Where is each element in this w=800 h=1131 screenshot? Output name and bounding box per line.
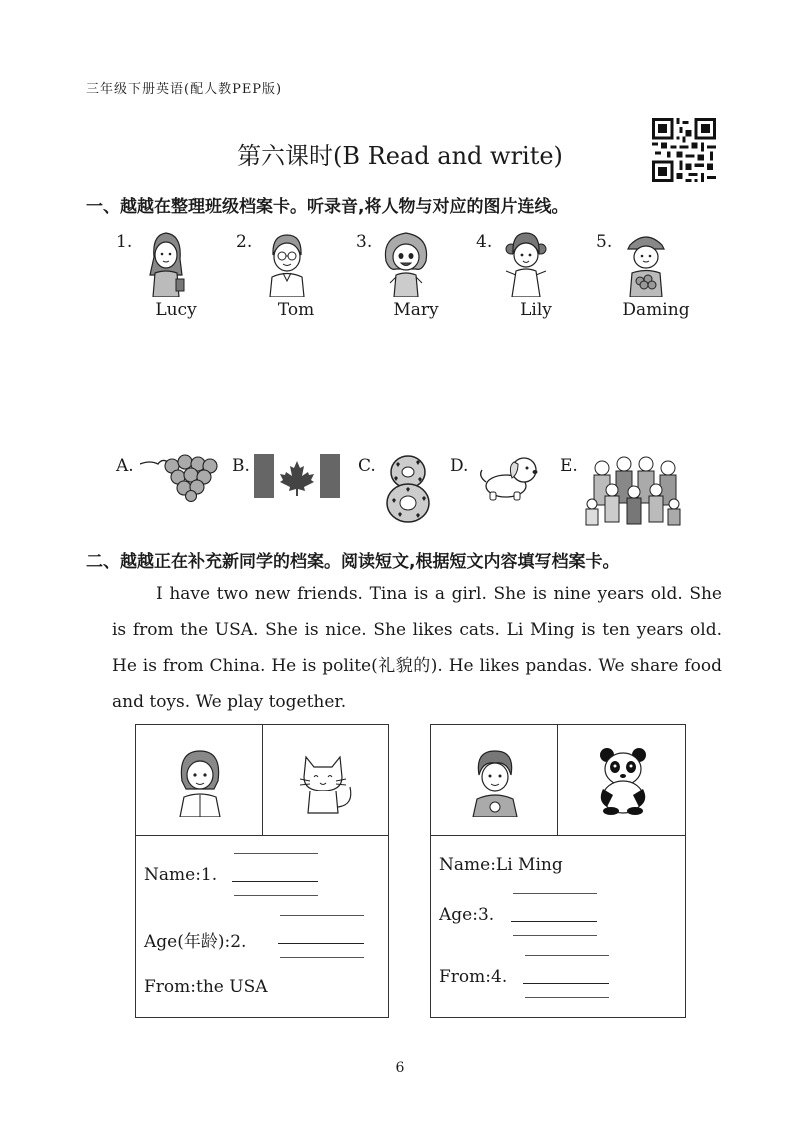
card-divider xyxy=(557,725,558,835)
person-item xyxy=(356,232,476,332)
reading-passage xyxy=(112,576,722,720)
item-number: 2. xyxy=(236,232,253,252)
item-letter: E. xyxy=(560,456,578,476)
item-number: 1. xyxy=(116,232,133,252)
panda-icon xyxy=(591,745,655,815)
girl-lucy-icon xyxy=(136,227,196,297)
guide-line xyxy=(513,893,597,894)
section-1-title: 一、越越在整理班级档案卡。听录音,将人物与对应的图片连线。 xyxy=(86,197,569,217)
guide-line xyxy=(513,935,597,936)
girl-mary-icon xyxy=(376,227,436,297)
puppy-icon xyxy=(474,452,546,502)
from-answer-blank[interactable] xyxy=(523,983,609,984)
guide-line xyxy=(234,895,318,896)
lesson-title: 第六课时(B Read and write) xyxy=(237,142,563,170)
item-letter: C. xyxy=(358,456,376,476)
book-header: 三年级下册英语(配人教PEP版) xyxy=(86,82,283,97)
person-item xyxy=(116,232,236,332)
canada-flag-icon xyxy=(254,454,340,498)
age-label: Age:3. xyxy=(439,905,495,925)
person-name: Mary xyxy=(393,300,439,320)
person-item xyxy=(236,232,356,332)
item-number: 3. xyxy=(356,232,373,252)
person-name: Lucy xyxy=(155,300,197,320)
qr-code-icon xyxy=(652,118,716,182)
name-label: Name:1. xyxy=(144,865,218,885)
picture-item xyxy=(560,456,690,536)
grapes-icon xyxy=(140,452,230,502)
number-eight-icon xyxy=(380,454,436,524)
person-item xyxy=(596,232,716,332)
guide-line xyxy=(525,997,609,998)
item-letter: D. xyxy=(450,456,469,476)
age-label: Age(年龄):2. xyxy=(144,932,247,952)
name-answer-blank[interactable] xyxy=(232,881,318,882)
family-group-icon xyxy=(582,454,682,528)
picture-item xyxy=(232,456,342,536)
from-label: From:4. xyxy=(439,967,508,987)
item-number: 5. xyxy=(596,232,613,252)
picture-item xyxy=(450,456,550,536)
guide-line xyxy=(280,915,364,916)
guide-line xyxy=(280,957,364,958)
profile-card-li-ming xyxy=(430,724,686,1018)
card-divider xyxy=(262,725,263,835)
item-letter: B. xyxy=(232,456,250,476)
passage-text: I have two new friends. Tina is a girl. She is nine years old. She is from the USA. She is nice. She likes cats. Li Ming is ten years old. He is from China. He is polite(礼貌的). He likes pandas. We share food and toys. We play together. xyxy=(112,584,722,712)
boy-tom-icon xyxy=(256,227,316,297)
profile-card-tina xyxy=(135,724,389,1018)
guide-line xyxy=(234,853,318,854)
boy-li-ming-icon xyxy=(465,745,525,817)
cat-icon xyxy=(294,747,358,817)
age-answer-blank[interactable] xyxy=(511,921,597,922)
person-item xyxy=(476,232,596,332)
section-2-title: 二、越越正在补充新同学的档案。阅读短文,根据短文内容填写档案卡。 xyxy=(86,552,620,572)
item-letter: A. xyxy=(116,456,134,476)
girl-lily-icon xyxy=(496,227,556,297)
boy-daming-icon xyxy=(616,227,676,297)
person-name: Daming xyxy=(622,300,690,320)
picture-item xyxy=(358,456,448,536)
item-number: 4. xyxy=(476,232,493,252)
age-answer-blank[interactable] xyxy=(278,943,364,944)
page-number: 6 xyxy=(395,1060,405,1076)
girl-tina-icon xyxy=(172,745,228,817)
from-label: From:the USA xyxy=(144,977,268,997)
person-name: Lily xyxy=(520,300,552,320)
name-label: Name:Li Ming xyxy=(439,855,563,875)
guide-line xyxy=(525,955,609,956)
picture-item xyxy=(116,456,226,536)
person-name: Tom xyxy=(277,300,315,320)
